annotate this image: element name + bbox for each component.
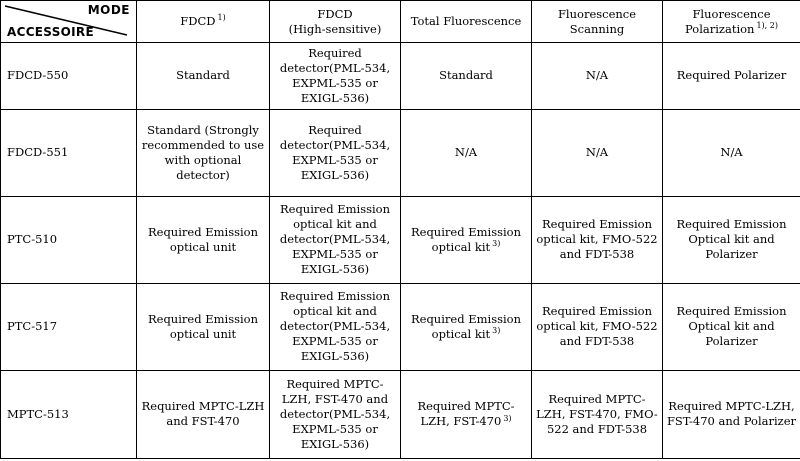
accessory-label: ACCESSOIRE bbox=[7, 25, 94, 39]
cell-fdcd-high-sensitive bbox=[270, 283, 401, 370]
cell-text: Required Emission optical kit bbox=[410, 224, 522, 254]
cell-text: Required Emission Optical kit and Polarizer bbox=[676, 304, 787, 349]
column-header-text: Fluorescence bbox=[557, 6, 637, 21]
cell-fluorescence-scanning bbox=[532, 370, 663, 458]
cell-text: Standard (Strongly recommended to use with optional detector) bbox=[141, 122, 265, 182]
cell-text: Required detector(PML-534, EXPML-535 or EXIGL-536) bbox=[279, 122, 391, 182]
row-header-accessory: FDCD-550 bbox=[1, 43, 137, 110]
cell-fdcd-high-sensitive bbox=[270, 196, 401, 283]
cell-fdcd-high-sensitive bbox=[270, 43, 401, 110]
cell-fdcd-high-sensitive bbox=[270, 370, 401, 458]
column-header-text: FDCD bbox=[180, 14, 216, 28]
cell-text: Standard bbox=[176, 68, 230, 83]
footnote-mark: 3) bbox=[503, 413, 512, 423]
footnote-mark: 1) bbox=[217, 13, 226, 23]
cell-text: Required Emission optical kit, FMO-522 and FDT-538 bbox=[536, 217, 658, 262]
column-header-subtext: Polarization bbox=[685, 21, 755, 36]
cell-fdcd bbox=[137, 43, 270, 110]
cell-fluorescence-scanning bbox=[532, 43, 663, 110]
column-header-subtext: Scanning bbox=[569, 21, 625, 36]
column-header-text: Fluorescence bbox=[692, 6, 771, 21]
cell-total-fluorescence bbox=[401, 370, 532, 458]
cell-fluorescence-polarization bbox=[663, 196, 800, 283]
cell-text: Required MPTC-LZH, FST-470 and detector(PML-534, EXPML-535 or EXIGL-536) bbox=[279, 376, 391, 451]
cell-fluorescence-polarization bbox=[663, 370, 800, 458]
cell-total-fluorescence bbox=[401, 283, 532, 370]
header-row bbox=[1, 1, 800, 43]
row-header-accessory: PTC-510 bbox=[1, 196, 137, 283]
cell-fdcd bbox=[137, 109, 270, 196]
cell-text: Required MPTC-LZH and FST-470 bbox=[141, 399, 265, 429]
cell-fluorescence-scanning bbox=[532, 196, 663, 283]
table-row bbox=[1, 109, 800, 196]
row-header-accessory: MPTC-513 bbox=[1, 370, 137, 458]
column-header-fluorescence-polarization bbox=[663, 1, 800, 43]
cell-text: Required Emission optical kit and detector(PML-534, EXPML-535 or EXIGL-536) bbox=[279, 289, 391, 364]
cell-text: Required Emission Optical kit and Polarizer bbox=[676, 217, 787, 262]
column-header-fdcd-high-sensitive bbox=[270, 1, 401, 43]
table-row bbox=[1, 283, 800, 370]
cell-text: Required detector(PML-534, EXPML-535 or EXIGL-536) bbox=[279, 45, 391, 105]
cell-text: Standard bbox=[439, 68, 493, 83]
column-header-fluorescence-scanning bbox=[532, 1, 663, 43]
column-header-fdcd bbox=[137, 1, 270, 43]
cell-text: Required Emission optical kit bbox=[410, 311, 522, 341]
footnote-mark: 3) bbox=[492, 326, 501, 336]
cell-total-fluorescence bbox=[401, 109, 532, 196]
column-header-total-fluorescence bbox=[401, 1, 532, 43]
cell-fdcd bbox=[137, 196, 270, 283]
footnote-mark: 3) bbox=[492, 239, 501, 249]
cell-text: Required Emission optical kit and detector(PML-534, EXPML-535 or EXIGL-536) bbox=[279, 202, 391, 277]
table-row bbox=[1, 43, 800, 110]
cell-fluorescence-scanning bbox=[532, 283, 663, 370]
cell-text: Required Emission optical kit, FMO-522 and FDT-538 bbox=[536, 304, 658, 349]
column-header-text: Total Fluorescence bbox=[410, 14, 522, 28]
cell-text: Required Emission optical unit bbox=[147, 224, 259, 254]
cell-text: N/A bbox=[454, 145, 478, 160]
cell-total-fluorescence bbox=[401, 196, 532, 283]
cell-text: Required MPTC-LZH, FST-470 and Polarizer bbox=[666, 399, 797, 429]
footnote-mark: 1), 2) bbox=[756, 20, 778, 30]
cell-text: Required MPTC-LZH, FST-470 bbox=[417, 399, 515, 429]
table-row bbox=[1, 196, 800, 283]
corner-header-cell bbox=[1, 1, 137, 43]
column-header-subtext: (High-sensitive) bbox=[288, 21, 382, 36]
cell-text: Required Emission optical unit bbox=[147, 311, 259, 341]
cell-fdcd-high-sensitive bbox=[270, 109, 401, 196]
mode-label: MODE bbox=[87, 3, 130, 17]
table-row bbox=[1, 370, 800, 458]
cell-text: N/A bbox=[720, 145, 743, 160]
cell-fdcd bbox=[137, 283, 270, 370]
row-header-accessory: PTC-517 bbox=[1, 283, 137, 370]
cell-fluorescence-polarization bbox=[663, 109, 800, 196]
column-header-text: FDCD bbox=[317, 6, 353, 21]
cell-fluorescence-polarization bbox=[663, 43, 800, 110]
cell-fdcd bbox=[137, 370, 270, 458]
cell-text: N/A bbox=[585, 145, 609, 160]
cell-fluorescence-scanning bbox=[532, 109, 663, 196]
cell-text: Required Polarizer bbox=[676, 68, 787, 83]
cell-total-fluorescence bbox=[401, 43, 532, 110]
cell-text: N/A bbox=[585, 68, 609, 83]
cell-fluorescence-polarization bbox=[663, 283, 800, 370]
cell-text: Required MPTC-LZH, FST-470, FMO-522 and FDT-538 bbox=[536, 391, 658, 436]
row-header-accessory: FDCD-551 bbox=[1, 109, 137, 196]
